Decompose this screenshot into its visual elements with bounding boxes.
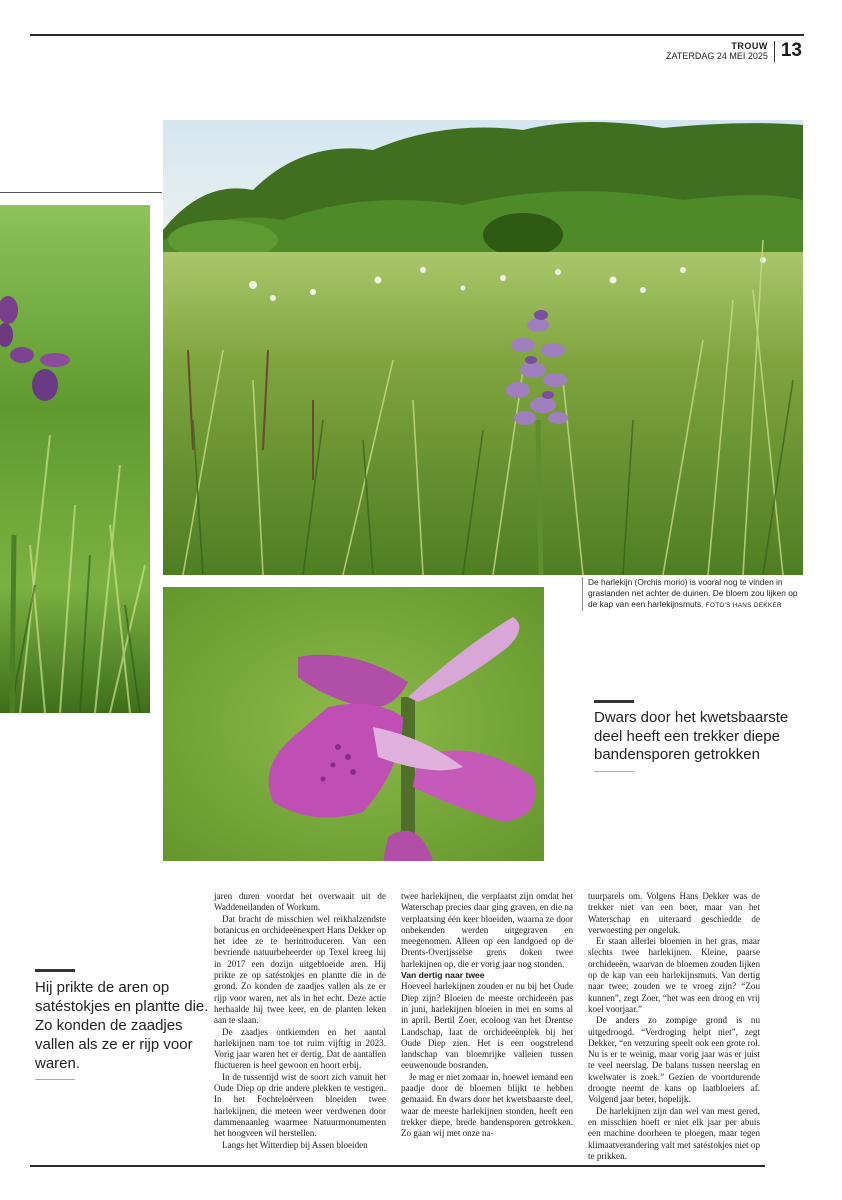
pull-quote-left: [35, 969, 210, 1080]
page-number: 13: [780, 40, 802, 61]
paragraph: Dat bracht de misschien wel reikhalzendste botanicus en orchideeënexpert Hans Dekker op het idee ze te herintroduceren. Van een bevriende natuurbeheerder op Texel kreeg hij in 2017 een dozijn uitgebloeide aren. Hij prikte ze op satéstokjes en plantte die in de grond. Zo konden de zaadjes vallen als ze er rijp voor waren, net als in het echt. Deze actie herhaalde hij twee keer, en de planten leken aan te slaan.: [214, 913, 386, 1026]
newspaper-name: TROUW: [731, 41, 768, 51]
quote-rule-bottom: [594, 771, 634, 772]
pull-quote-right: [594, 700, 794, 772]
article-column-3: [588, 891, 760, 1162]
masthead-info: [666, 41, 775, 62]
meadow-photo: [163, 120, 803, 575]
article-column-2: [401, 891, 573, 1140]
orchid-photo-left: [0, 205, 150, 713]
paragraph: De harlekijnen zijn dan wel van mest gered, en misschien hoeft er niet elk jaar per abuis een machine doorheen te ploegen, maar tegen klimaatverandering valt met satéstokjes niet op te prikken.: [588, 1105, 760, 1161]
paragraph: Hoeveel harlekijnen zouden er nu bij het Oude Diep zijn? Bloeien de meeste orchideeën pas in juni, harlekijnen bloeien in mei en soms al in april. Bertil Zoer, ecoloog van het Drentse Landschap, laat de orchideeënplek bij het Oude Diep zien. Het is een oogstrelend landschap van bloemrijke valleien tussen eeuwenoude bosranden.: [401, 981, 573, 1071]
paragraph: De zaadjes ontkiemden en het aantal harlekijnen nam toe tot ruim vijftig in 2023. Vorig jaar waren het er dertig. Dat de aantallen fluctueren is heel gewoon en hoort erbij.: [214, 1026, 386, 1071]
subheading: Van dertig naar twee: [401, 970, 485, 981]
photo-caption: [582, 577, 807, 611]
quote-rule: [594, 700, 634, 703]
quote-rule-bottom: [35, 1079, 75, 1080]
paragraph: twee harlekijnen, die verplaatst zijn omdat het Waterschap precies daar ging graven, en die na verplaatsing één keer bloeiden, waarna ze door onbekenden werden uitgegraven en meegenomen. Alleen op een landgoed op de Drents-Overijsselse grens doken twee harlekijnen op, die er vorig jaar nog stonden.: [401, 891, 573, 969]
caption-text: De harlekijn (Orchis morio) is vooral nog te vinden in graslanden net achter de duinen. De bloem zou lijken op de kap van een harlekijnsmuts.: [588, 577, 798, 609]
paragraph: Langs het Witterdiep bij Assen bloeiden: [222, 1139, 368, 1150]
masthead: [666, 41, 802, 62]
pull-quote-text: Hij prikte de aren op satéstokjes en plantte die. Zo konden de zaadjes vallen als ze er rijp voor waren.: [35, 979, 209, 1072]
pull-quote-text: Dwars door het kwetsbaarste deel heeft een trekker diepe bandensporen getrokken: [594, 709, 789, 763]
paragraph: jaren duren voordat het overwaait uit de Waddeneilanden of Workum.: [214, 891, 386, 913]
bottom-rule: [30, 1165, 765, 1167]
paragraph: tuurparels om. Volgens Hans Dekker was de trekker niet van een boer, maar van het Waterschap en uiteraard geschiedde de verwoesting per ongeluk.: [588, 891, 760, 935]
article-column-1: [214, 891, 386, 1151]
top-rule: [30, 34, 804, 36]
paragraph: In de tussentijd wist de soort zich vanuit het Oude Diep op drie andere plekken te vestigen. In het Fochteloërveen bloeiden twee harlekijnen, die meteen weer verdwenen door dammenaanleg waarmee Natuurmonumenten het hoogveen wil herstellen.: [214, 1071, 386, 1139]
paragraph: De anders zo zompige grond is nu uitgedroogd. “Verdroging helpt niet”, zegt Dekker, “en verzuring speelt ook een grote rol. Nu is er te weinig, maar vorig jaar was er juist te veel neerslag. De balans tussen neerslag en kwelwater is zoek.” Gezien de voortdurende droogte neemt de kans op laatbloeiers af. Volgend jaar beter, hopelijk.: [588, 1015, 760, 1105]
orchid-closeup-photo: [163, 587, 544, 861]
paragraph: Er staan allerlei bloemen in het gras, maar slechts twee harlekijnen. Kleine, paarse orchideeën, waarvan de bloemen zouden lijken op de kap van een harlekijnsmuts. Van dertig naar twee; zouden we te vroeg zijn? “Zou kunnen”, zegt Zoer, “het was een droog en vrij koel voorjaar.”: [588, 936, 760, 1014]
paragraph: Je mag er niet zomaar in, hoewel iemand een paadje door de bloemen blijkt te hebben gemaaid. En dwars door het kwetsbaarste deel, waar de meeste harlekijnen stonden, heeft een trekker diepe, brede bandensporen getrokken. Zo gaan wij met onze na-: [401, 1071, 573, 1139]
issue-date: ZATERDAG 24 MEI 2025: [665, 51, 768, 61]
quote-rule: [35, 969, 75, 972]
photo-credit: FOTO'S HANS DEKKER: [705, 602, 782, 609]
side-rule: [0, 192, 162, 193]
